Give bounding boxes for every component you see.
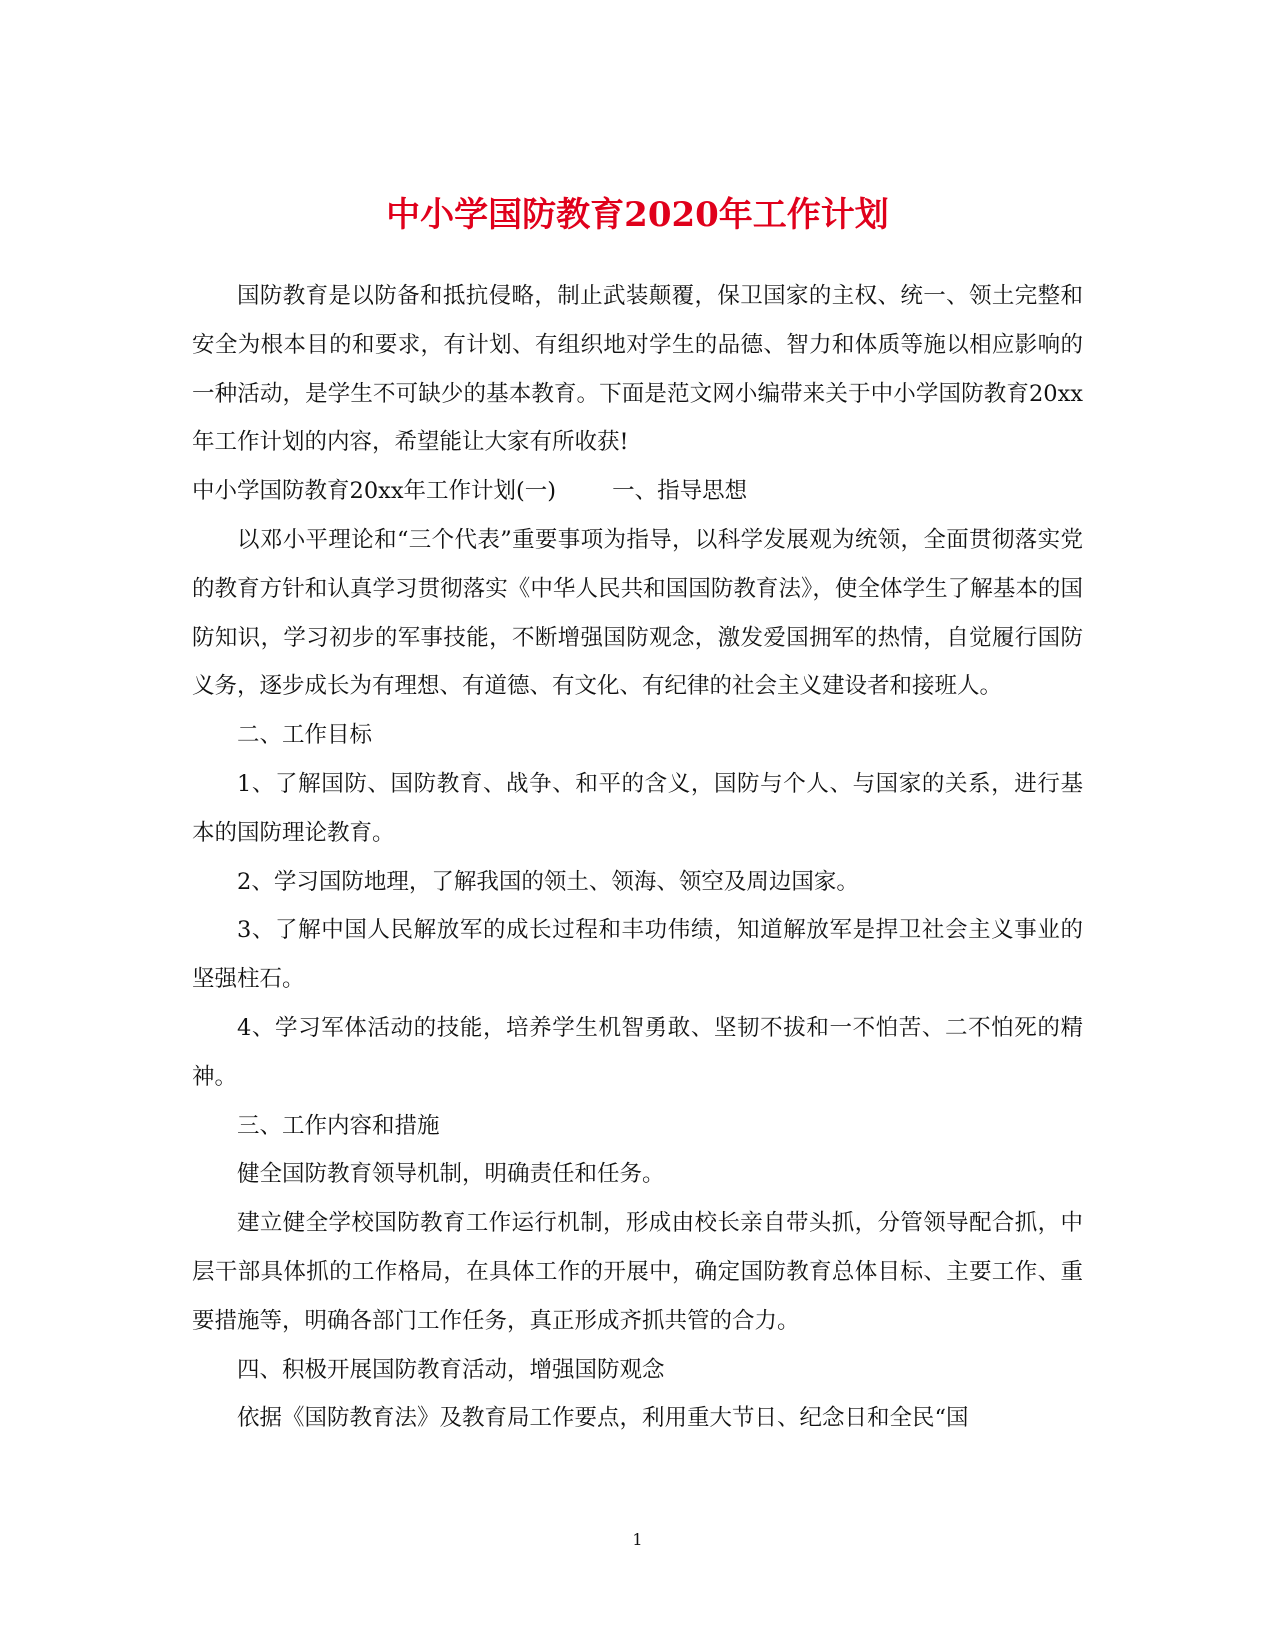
goal-item-1: 1、了解国防、国防教育、战争、和平的含义，国防与个人、与国家的关系，进行基本的国防理论教育。: [192, 770, 1083, 846]
section-heading-guiding-ideology: 一、指导思想: [612, 478, 748, 505]
paragraph-activities: 依据《国防教育法》及教育局工作要点，利用重大节日、纪念日和全民“国: [237, 1405, 969, 1432]
goal-item-4: 4、学习军体活动的技能，培养学生机智勇敢、坚韧不拔和一不怕苦、二不怕死的精神。: [192, 1014, 1083, 1090]
document-title: 中小学国防教育2020年工作计划: [386, 194, 889, 235]
section-heading-content-measures: 三、工作内容和措施: [237, 1112, 440, 1139]
section-heading-activities: 四、积极开展国防教育活动，增强国防观念: [237, 1356, 665, 1383]
goal-item-3: 3、了解中国人民解放军的成长过程和丰功伟绩，知道解放军是捍卫社会主义事业的坚强柱石。: [192, 917, 1083, 993]
plan-heading-title: 中小学国防教育20xx年工作计划(一): [192, 478, 557, 505]
section-heading-work-goals: 二、工作目标: [237, 722, 373, 749]
paragraph-guiding-ideology: 以邓小平理论和“三个代表”重要事项为指导，以科学发展观为统领，全面贯彻落实党的教育方针和认真学习贯彻落实《中华人民共和国国防教育法》，使全体学生了解基本的国防知识，学习初步的军事技能，不断增强国防观念，激发爱国拥军的热情，自觉履行国防义务，逐步成长为有理想、有道德、有文化、有纪律的社会主义建设者和接班人。: [192, 526, 1083, 700]
paragraph-intro: 国防教育是以防备和抵抗侵略，制止武装颠覆，保卫国家的主权、统一、领土完整和安全为根本目的和要求，有计划、有组织地对学生的品德、智力和体质等施以相应影响的一种活动，是学生不可缺少的基本教育。下面是范文网小编带来关于中小学国防教育20xx年工作计划的内容，希望能让大家有所收获!: [192, 283, 1083, 456]
goal-item-2: 2、学习国防地理，了解我国的领土、领海、领空及周边国家。: [237, 868, 859, 895]
document-body: [192, 272, 1083, 1443]
paragraph-operating-mechanism: 建立健全学校国防教育工作运行机制，形成由校长亲自带头抓，分管领导配合抓，中层干部具体抓的工作格局，在具体工作的开展中，确定国防教育总体目标、主要工作、重要措施等，明确各部门工作任务，真正形成齐抓共管的合力。: [192, 1210, 1083, 1334]
page-number: 1: [632, 1530, 643, 1549]
paragraph-leadership-mechanism: 健全国防教育领导机制，明确责任和任务。: [237, 1161, 665, 1188]
plan-heading: [192, 467, 1083, 516]
